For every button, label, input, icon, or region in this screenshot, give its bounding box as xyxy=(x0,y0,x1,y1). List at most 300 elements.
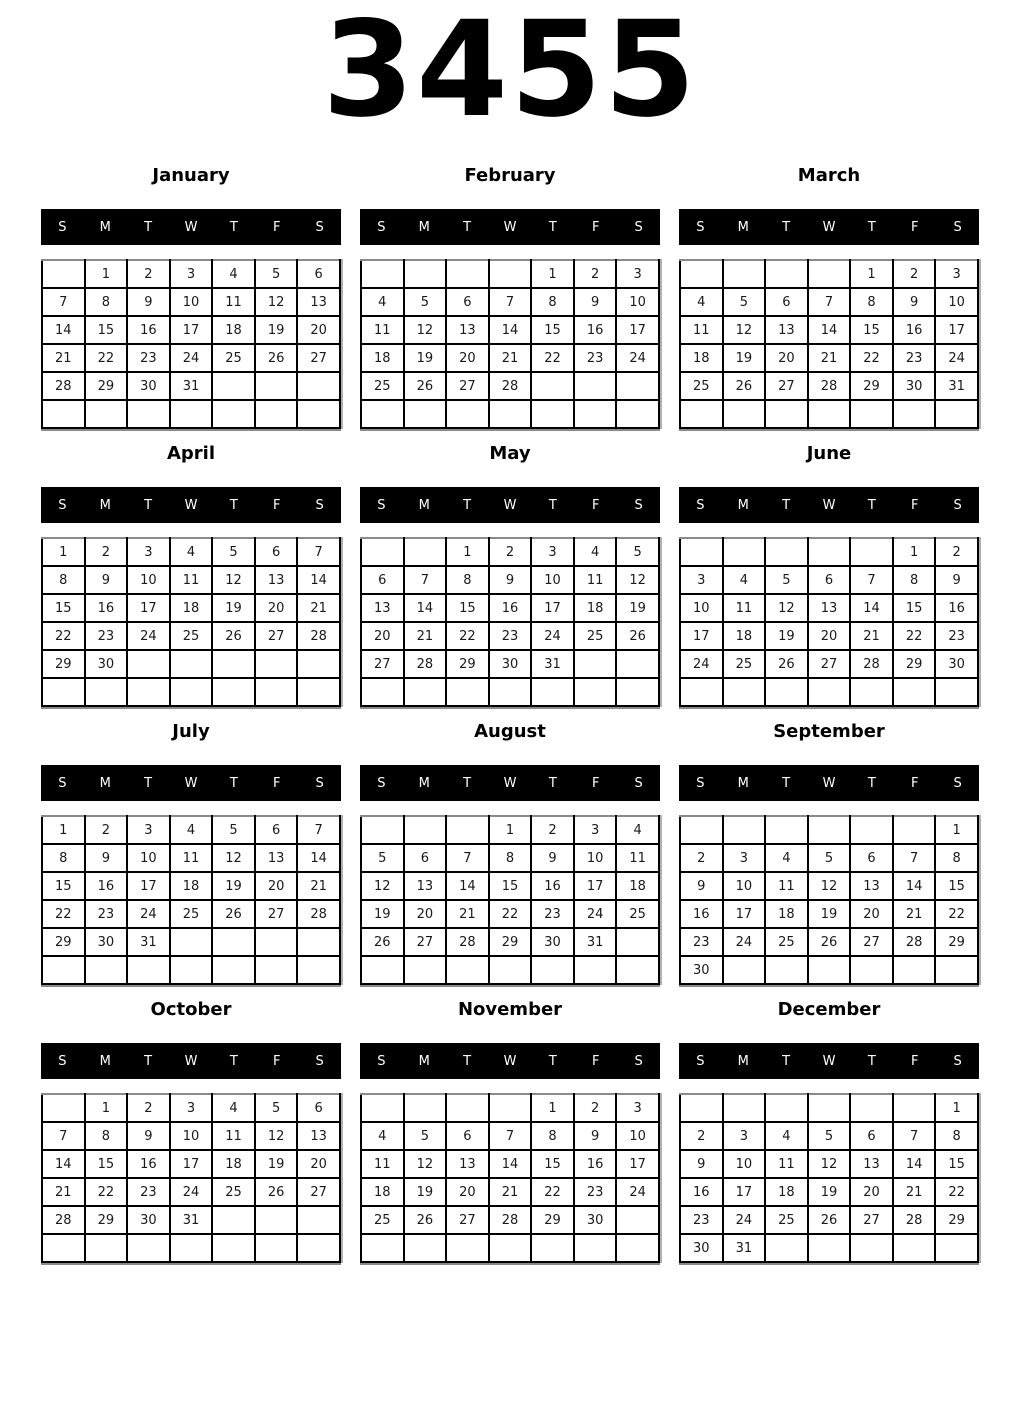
day-cell: 21 xyxy=(297,594,340,622)
week-row xyxy=(361,956,659,984)
weekday-label: F xyxy=(910,775,919,791)
day-cell: 16 xyxy=(893,316,936,344)
empty-day-cell xyxy=(723,260,766,288)
day-cell: 22 xyxy=(489,900,532,928)
weekday-label: F xyxy=(272,1053,281,1069)
day-cell: 21 xyxy=(489,344,532,372)
day-cell: 20 xyxy=(808,622,851,650)
day-cell: 12 xyxy=(404,1150,447,1178)
day-cell: 20 xyxy=(297,1150,340,1178)
month-name: September xyxy=(773,721,885,742)
day-cell: 6 xyxy=(850,844,893,872)
empty-day-cell xyxy=(127,650,170,678)
week-row xyxy=(42,650,340,678)
weekday-label: F xyxy=(910,1053,919,1069)
day-cell: 23 xyxy=(935,622,978,650)
day-cell: 15 xyxy=(489,872,532,900)
day-cell: 11 xyxy=(212,1122,255,1150)
day-cell: 19 xyxy=(765,622,808,650)
months-grid xyxy=(0,152,1020,1264)
day-cell: 13 xyxy=(255,566,298,594)
month-name: December xyxy=(777,999,881,1020)
day-cell: 11 xyxy=(212,288,255,316)
day-cell: 8 xyxy=(935,1122,978,1150)
week-row xyxy=(680,1234,978,1262)
day-cell: 2 xyxy=(127,1094,170,1122)
weekday-label: S xyxy=(953,219,962,235)
day-cell: 16 xyxy=(935,594,978,622)
day-cell: 6 xyxy=(255,816,298,844)
month-december xyxy=(679,986,979,1264)
day-cell: 2 xyxy=(85,538,128,566)
day-cell: 3 xyxy=(127,538,170,566)
day-cell: 8 xyxy=(489,844,532,872)
day-cell: 14 xyxy=(404,594,447,622)
day-cell: 22 xyxy=(935,900,978,928)
empty-day-cell xyxy=(127,956,170,984)
day-cell: 26 xyxy=(723,372,766,400)
weekday-label: W xyxy=(184,775,198,791)
day-cell: 21 xyxy=(404,622,447,650)
weekday-header-bar xyxy=(41,1043,341,1079)
day-cell: 19 xyxy=(616,594,659,622)
day-cell: 24 xyxy=(531,622,574,650)
weekday-label: S xyxy=(58,1053,67,1069)
week-row xyxy=(680,316,978,344)
day-cell: 29 xyxy=(893,650,936,678)
day-cell: 17 xyxy=(616,316,659,344)
day-cell: 24 xyxy=(680,650,723,678)
day-cell: 31 xyxy=(170,1206,213,1234)
empty-day-cell xyxy=(893,956,936,984)
day-cell: 23 xyxy=(127,1178,170,1206)
day-cell: 7 xyxy=(850,566,893,594)
day-cell: 25 xyxy=(212,344,255,372)
day-cell: 22 xyxy=(531,1178,574,1206)
empty-day-cell xyxy=(765,956,808,984)
month-september xyxy=(679,708,979,986)
day-cell: 12 xyxy=(404,316,447,344)
weekday-label: S xyxy=(377,1053,386,1069)
empty-day-cell xyxy=(170,956,213,984)
day-cell: 19 xyxy=(808,1178,851,1206)
empty-day-cell xyxy=(297,1234,340,1262)
weekday-label: S xyxy=(634,219,643,235)
day-cell: 11 xyxy=(680,316,723,344)
weekday-label: M xyxy=(99,775,111,791)
day-cell: 7 xyxy=(489,1122,532,1150)
empty-day-cell xyxy=(489,1094,532,1122)
day-cell: 24 xyxy=(170,1178,213,1206)
empty-day-cell xyxy=(723,678,766,706)
empty-day-cell xyxy=(170,928,213,956)
empty-day-cell xyxy=(170,650,213,678)
week-row xyxy=(680,900,978,928)
day-cell: 7 xyxy=(42,288,85,316)
day-cell: 5 xyxy=(404,1122,447,1150)
day-cell: 21 xyxy=(42,1178,85,1206)
day-cell: 14 xyxy=(42,1150,85,1178)
empty-day-cell xyxy=(850,1234,893,1262)
day-cell: 20 xyxy=(850,900,893,928)
empty-day-cell xyxy=(212,650,255,678)
weekday-label: S xyxy=(696,219,705,235)
day-cell: 8 xyxy=(893,566,936,594)
day-cell: 30 xyxy=(85,650,128,678)
empty-day-cell xyxy=(297,678,340,706)
month-november xyxy=(360,986,660,1264)
day-cell: 11 xyxy=(616,844,659,872)
weekday-label: M xyxy=(418,219,430,235)
week-row xyxy=(680,622,978,650)
day-cell: 17 xyxy=(127,594,170,622)
empty-day-cell xyxy=(489,956,532,984)
week-row xyxy=(680,956,978,984)
day-cell: 27 xyxy=(297,344,340,372)
month-date-grid xyxy=(41,259,341,429)
empty-day-cell xyxy=(574,400,617,428)
empty-day-cell xyxy=(361,400,404,428)
empty-day-cell xyxy=(361,678,404,706)
week-row xyxy=(680,288,978,316)
month-name: October xyxy=(150,999,232,1020)
weekday-label: S xyxy=(315,219,324,235)
weekday-label: M xyxy=(418,1053,430,1069)
day-cell: 9 xyxy=(680,872,723,900)
weekday-label: M xyxy=(737,775,749,791)
day-cell: 12 xyxy=(808,1150,851,1178)
day-cell: 8 xyxy=(42,566,85,594)
day-cell: 11 xyxy=(574,566,617,594)
day-cell: 3 xyxy=(680,566,723,594)
day-cell: 16 xyxy=(489,594,532,622)
empty-day-cell xyxy=(935,956,978,984)
day-cell: 5 xyxy=(361,844,404,872)
empty-day-cell xyxy=(808,1094,851,1122)
day-cell: 7 xyxy=(808,288,851,316)
day-cell: 28 xyxy=(42,1206,85,1234)
day-cell: 30 xyxy=(680,1234,723,1262)
day-cell: 5 xyxy=(404,288,447,316)
day-cell: 9 xyxy=(127,1122,170,1150)
day-cell: 16 xyxy=(680,900,723,928)
month-may xyxy=(360,430,660,708)
day-cell: 2 xyxy=(574,260,617,288)
week-row xyxy=(361,1150,659,1178)
day-cell: 28 xyxy=(850,650,893,678)
empty-day-cell xyxy=(616,400,659,428)
weekday-header-bar xyxy=(41,765,341,801)
month-date-grid xyxy=(360,815,660,985)
weekday-label: S xyxy=(696,1053,705,1069)
empty-day-cell xyxy=(808,260,851,288)
day-cell: 10 xyxy=(127,844,170,872)
weekday-label: S xyxy=(696,497,705,513)
month-name: November xyxy=(457,999,563,1020)
weekday-label: S xyxy=(634,1053,643,1069)
day-cell: 1 xyxy=(42,816,85,844)
week-row xyxy=(680,844,978,872)
day-cell: 1 xyxy=(935,816,978,844)
day-cell: 17 xyxy=(170,1150,213,1178)
week-row xyxy=(42,594,340,622)
day-cell: 17 xyxy=(574,872,617,900)
empty-day-cell xyxy=(446,678,489,706)
weekday-label: T xyxy=(867,497,876,513)
day-cell: 28 xyxy=(808,372,851,400)
day-cell: 24 xyxy=(935,344,978,372)
empty-day-cell xyxy=(297,928,340,956)
empty-day-cell xyxy=(808,1234,851,1262)
day-cell: 13 xyxy=(297,288,340,316)
empty-day-cell xyxy=(361,538,404,566)
week-row xyxy=(361,816,659,844)
month-name: May xyxy=(489,443,531,464)
weekday-label: S xyxy=(377,497,386,513)
weekday-label: S xyxy=(696,775,705,791)
day-cell: 18 xyxy=(170,872,213,900)
weekday-label: T xyxy=(463,219,472,235)
week-row xyxy=(361,538,659,566)
day-cell: 4 xyxy=(765,844,808,872)
empty-day-cell xyxy=(85,1234,128,1262)
week-row xyxy=(680,816,978,844)
day-cell: 29 xyxy=(446,650,489,678)
week-row xyxy=(680,1206,978,1234)
week-row xyxy=(42,928,340,956)
empty-day-cell xyxy=(680,678,723,706)
day-cell: 8 xyxy=(85,1122,128,1150)
day-cell: 15 xyxy=(42,594,85,622)
weekday-label: F xyxy=(272,775,281,791)
weekday-label: S xyxy=(58,775,67,791)
empty-day-cell xyxy=(723,956,766,984)
day-cell: 14 xyxy=(446,872,489,900)
day-cell: 22 xyxy=(85,1178,128,1206)
weekday-label: S xyxy=(634,497,643,513)
weekday-label: S xyxy=(377,219,386,235)
month-date-grid xyxy=(679,259,979,429)
weekday-label: S xyxy=(58,219,67,235)
weekday-label: M xyxy=(418,497,430,513)
empty-day-cell xyxy=(680,1094,723,1122)
day-cell: 10 xyxy=(935,288,978,316)
day-cell: 16 xyxy=(85,594,128,622)
day-cell: 26 xyxy=(255,1178,298,1206)
empty-day-cell xyxy=(446,816,489,844)
empty-day-cell xyxy=(574,678,617,706)
weekday-label: S xyxy=(634,775,643,791)
empty-day-cell xyxy=(42,678,85,706)
weekday-label: T xyxy=(463,497,472,513)
day-cell: 17 xyxy=(680,622,723,650)
day-cell: 5 xyxy=(212,816,255,844)
week-row xyxy=(42,900,340,928)
week-row xyxy=(680,372,978,400)
day-cell: 15 xyxy=(935,872,978,900)
day-cell: 2 xyxy=(935,538,978,566)
weekday-label: F xyxy=(591,219,600,235)
day-cell: 25 xyxy=(361,1206,404,1234)
day-cell: 30 xyxy=(935,650,978,678)
week-row xyxy=(361,260,659,288)
week-row xyxy=(361,622,659,650)
weekday-label: S xyxy=(315,497,324,513)
empty-day-cell xyxy=(680,538,723,566)
day-cell: 5 xyxy=(616,538,659,566)
month-date-grid xyxy=(679,537,979,707)
day-cell: 12 xyxy=(765,594,808,622)
empty-day-cell xyxy=(531,1234,574,1262)
weekday-label: T xyxy=(463,1053,472,1069)
day-cell: 9 xyxy=(489,566,532,594)
empty-day-cell xyxy=(531,372,574,400)
weekday-label: T xyxy=(782,497,791,513)
day-cell: 16 xyxy=(574,1150,617,1178)
day-cell: 13 xyxy=(765,316,808,344)
week-row xyxy=(42,288,340,316)
weekday-label: F xyxy=(591,775,600,791)
day-cell: 11 xyxy=(765,872,808,900)
day-cell: 25 xyxy=(680,372,723,400)
month-february xyxy=(360,152,660,430)
empty-day-cell xyxy=(297,1206,340,1234)
month-name: March xyxy=(797,165,861,186)
day-cell: 16 xyxy=(680,1178,723,1206)
day-cell: 23 xyxy=(489,622,532,650)
day-cell: 11 xyxy=(361,1150,404,1178)
day-cell: 19 xyxy=(404,1178,447,1206)
day-cell: 20 xyxy=(404,900,447,928)
day-cell: 4 xyxy=(723,566,766,594)
day-cell: 16 xyxy=(85,872,128,900)
day-cell: 4 xyxy=(361,288,404,316)
day-cell: 8 xyxy=(935,844,978,872)
day-cell: 30 xyxy=(680,956,723,984)
day-cell: 5 xyxy=(808,1122,851,1150)
day-cell: 22 xyxy=(850,344,893,372)
day-cell: 13 xyxy=(850,1150,893,1178)
day-cell: 30 xyxy=(531,928,574,956)
empty-day-cell xyxy=(765,1234,808,1262)
empty-day-cell xyxy=(616,650,659,678)
week-row xyxy=(42,678,340,706)
day-cell: 19 xyxy=(404,344,447,372)
empty-day-cell xyxy=(893,1234,936,1262)
day-cell: 28 xyxy=(446,928,489,956)
day-cell: 2 xyxy=(85,816,128,844)
empty-day-cell xyxy=(255,1206,298,1234)
month-july xyxy=(41,708,341,986)
day-cell: 28 xyxy=(297,900,340,928)
empty-day-cell xyxy=(404,956,447,984)
empty-day-cell xyxy=(170,678,213,706)
day-cell: 4 xyxy=(680,288,723,316)
day-cell: 19 xyxy=(723,344,766,372)
empty-day-cell xyxy=(616,1234,659,1262)
weekday-label: T xyxy=(782,1053,791,1069)
weekday-label: W xyxy=(503,775,517,791)
day-cell: 29 xyxy=(935,1206,978,1234)
day-cell: 13 xyxy=(404,872,447,900)
week-row xyxy=(42,816,340,844)
day-cell: 4 xyxy=(765,1122,808,1150)
day-cell: 22 xyxy=(42,622,85,650)
month-date-grid xyxy=(679,1093,979,1263)
day-cell: 31 xyxy=(170,372,213,400)
weekday-label: S xyxy=(377,775,386,791)
weekday-label: W xyxy=(503,1053,517,1069)
day-cell: 6 xyxy=(255,538,298,566)
day-cell: 13 xyxy=(255,844,298,872)
day-cell: 23 xyxy=(127,344,170,372)
week-row xyxy=(361,288,659,316)
day-cell: 13 xyxy=(297,1122,340,1150)
day-cell: 27 xyxy=(808,650,851,678)
week-row xyxy=(42,844,340,872)
day-cell: 22 xyxy=(42,900,85,928)
day-cell: 27 xyxy=(765,372,808,400)
day-cell: 21 xyxy=(850,622,893,650)
empty-day-cell xyxy=(723,538,766,566)
day-cell: 28 xyxy=(893,1206,936,1234)
week-row xyxy=(361,1122,659,1150)
day-cell: 18 xyxy=(574,594,617,622)
day-cell: 8 xyxy=(531,288,574,316)
day-cell: 28 xyxy=(297,622,340,650)
weekday-label: T xyxy=(463,775,472,791)
day-cell: 1 xyxy=(935,1094,978,1122)
day-cell: 19 xyxy=(212,594,255,622)
day-cell: 3 xyxy=(616,1094,659,1122)
day-cell: 25 xyxy=(212,1178,255,1206)
weekday-label: S xyxy=(953,497,962,513)
day-cell: 5 xyxy=(765,566,808,594)
day-cell: 30 xyxy=(85,928,128,956)
day-cell: 31 xyxy=(574,928,617,956)
week-row xyxy=(42,1178,340,1206)
day-cell: 26 xyxy=(404,1206,447,1234)
empty-day-cell xyxy=(404,400,447,428)
weekday-label: M xyxy=(737,497,749,513)
week-row xyxy=(680,1094,978,1122)
day-cell: 20 xyxy=(446,1178,489,1206)
weekday-label: W xyxy=(184,219,198,235)
empty-day-cell xyxy=(850,400,893,428)
month-date-grid xyxy=(41,1093,341,1263)
day-cell: 19 xyxy=(808,900,851,928)
empty-day-cell xyxy=(935,678,978,706)
weekday-label: W xyxy=(184,497,198,513)
weekday-label: T xyxy=(229,775,238,791)
day-cell: 17 xyxy=(127,872,170,900)
empty-day-cell xyxy=(850,678,893,706)
day-cell: 11 xyxy=(170,844,213,872)
day-cell: 5 xyxy=(723,288,766,316)
week-row xyxy=(680,928,978,956)
day-cell: 3 xyxy=(935,260,978,288)
week-row xyxy=(361,400,659,428)
day-cell: 3 xyxy=(531,538,574,566)
weekday-header-bar xyxy=(679,1043,979,1079)
empty-day-cell xyxy=(85,678,128,706)
day-cell: 6 xyxy=(446,1122,489,1150)
weekday-header-bar xyxy=(41,487,341,523)
day-cell: 1 xyxy=(893,538,936,566)
empty-day-cell xyxy=(85,400,128,428)
empty-day-cell xyxy=(361,260,404,288)
day-cell: 8 xyxy=(446,566,489,594)
